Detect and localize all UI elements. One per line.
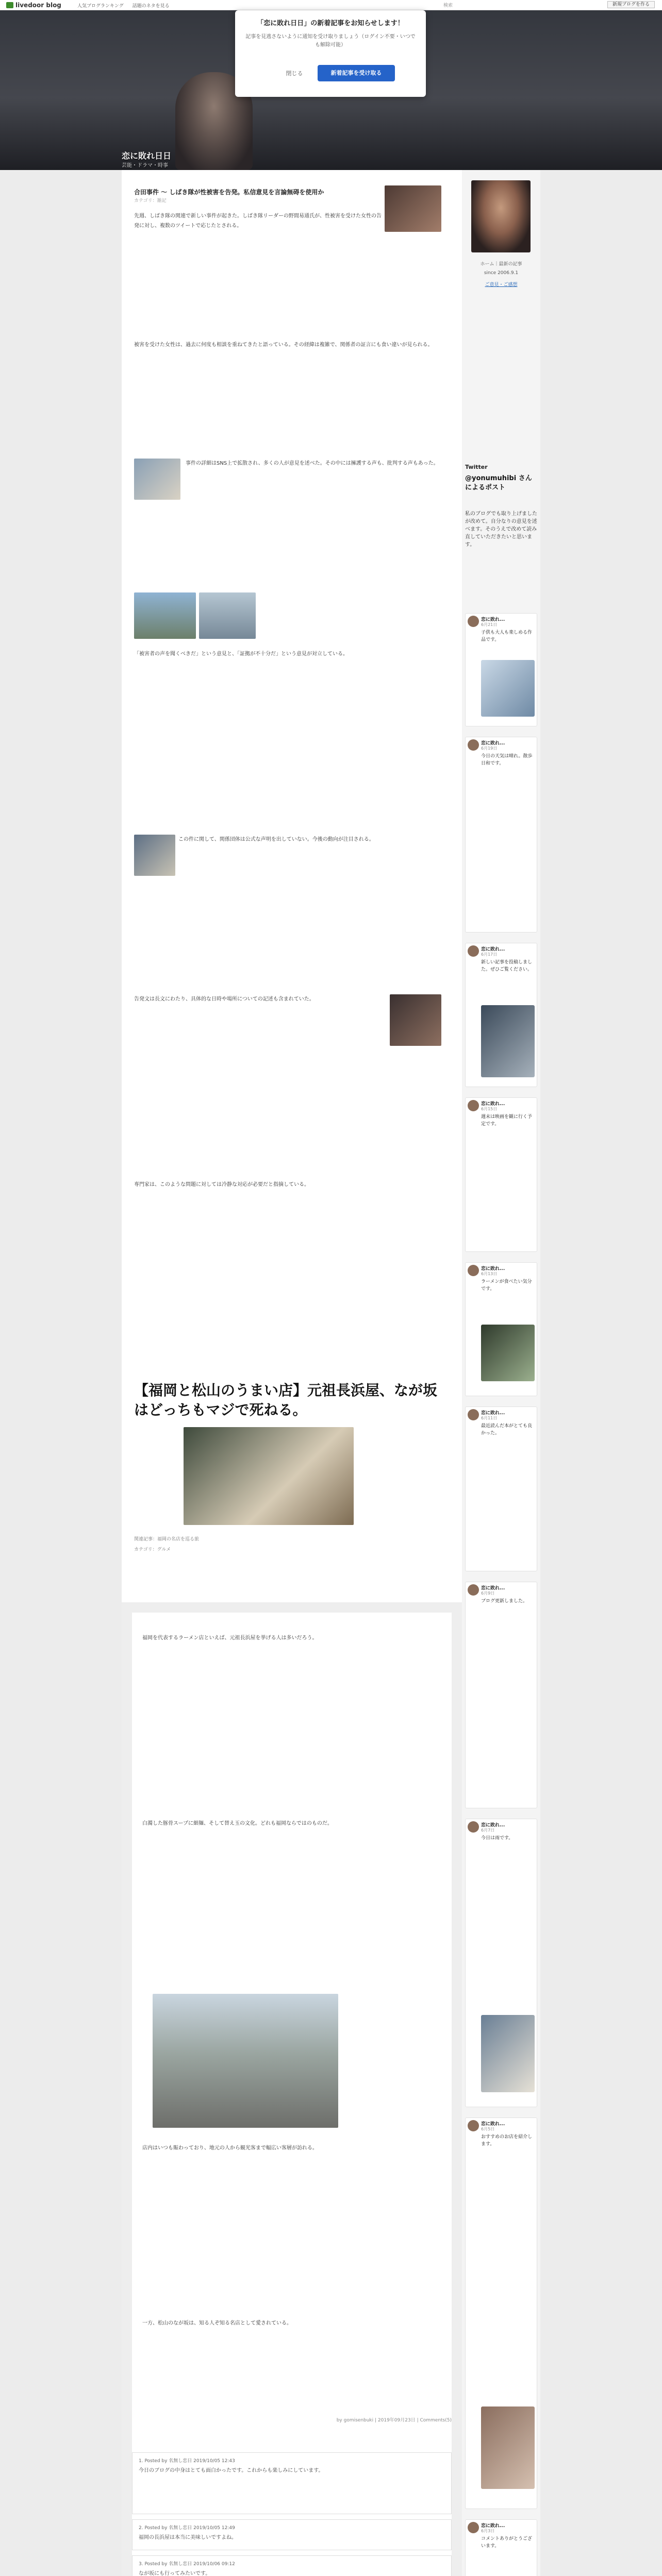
tweet-avatar — [468, 1100, 479, 1111]
comment-text: 今日のブログの中身はとても面白かったです。これからも楽しみにしています。 — [139, 2468, 324, 2473]
comment-text: なが坂にも行ってみたいです。 — [139, 2571, 211, 2576]
article-paragraph: 事件の詳細はSNS上で拡散され、多くの人が意見を述べた。その中には擁護する声も、批判する声もあった。 — [186, 461, 439, 466]
tweet-date: 6月17日 — [481, 952, 498, 957]
blog-subtitle: 芸能・ドラマ・時事 — [122, 163, 168, 168]
tweet-avatar — [468, 2120, 479, 2131]
twitter-embed-text: 私のブログでも取り上げましたが改めて。自分なりの意見を述べます。そのうえで改めて読み直していただきたいと思います。 — [465, 511, 537, 548]
tweet-author: 恋に敗れ... — [481, 2523, 505, 2529]
ramen-photo — [184, 1427, 354, 1525]
tweet-text: ラーメンが食べたい気分です。 — [481, 1279, 532, 1292]
footer-category[interactable]: カテゴリ：グルメ — [134, 1547, 171, 1552]
tweet-author: 恋に敗れ... — [481, 1411, 505, 1416]
popup-body: 記事を見逃さないように通知を受け取りましょう（ログイン不要・いつでも解除可能） — [245, 34, 416, 48]
tweet-date: 6月9日 — [481, 1591, 495, 1596]
top-search-link[interactable]: 検索 — [443, 3, 453, 8]
article-paragraph: 専門家は、このような問題に対しては冷静な対応が必要だと指摘している。 — [134, 1182, 309, 1188]
tweet-avatar — [468, 739, 479, 751]
tweet-card[interactable] — [465, 737, 537, 933]
twitter-heading: Twitter — [465, 464, 488, 470]
comment-text: 福岡の長浜屋は本当に美味しいですよね。 — [139, 2535, 237, 2540]
tweet-author: 恋に敗れ... — [481, 1586, 505, 1591]
nav-link-ranking[interactable]: 人気ブログランキング — [77, 4, 124, 9]
article-paragraph: 告発文は長文にわたり、具体的な日時や場所についての記述も含まれていた。 — [134, 996, 315, 1002]
comment-header: 3. Posted by 名無し恋日 2019/10/06 09:12 — [139, 2562, 235, 2567]
tweet-date: 6月11日 — [481, 1416, 498, 1420]
tweet-image — [481, 660, 535, 717]
article-paragraph: 被害を受けた女性は、過去に何度も相談を重ねてきたと語っている。その経緯は複雑で、関係者の証言にも食い違いが見られる。 — [134, 342, 433, 348]
main-column — [122, 170, 462, 2576]
second-article-paragraph: 白濁した豚骨スープに細麺、そして替え玉の文化。どれも福岡ならではのものだ。 — [142, 1821, 333, 1826]
nav-link-topics[interactable]: 話題のネタを見る — [132, 4, 170, 9]
popup-close-button[interactable]: 閉じる — [286, 70, 303, 77]
tweet-card[interactable] — [465, 1582, 537, 1808]
tweet-text: 最近読んだ本がとても良かった。 — [481, 1423, 533, 1436]
tweet-avatar — [468, 1409, 479, 1420]
tweet-card[interactable] — [465, 943, 537, 1087]
livedoor-logo-icon — [6, 2, 13, 8]
article-paragraph: 先週、しばき隊の関連で新しい事件が起きた。しばき隊リーダーの野間易通氏が、性被害を受けた女性の告発に対し、複数のツイートで応じたとされる。 — [134, 213, 382, 229]
article-photo-screenshot — [134, 459, 180, 500]
tweet-avatar — [468, 1265, 479, 1276]
tweet-author: 恋に敗れ... — [481, 947, 505, 952]
article-paragraph: 「被害者の声を聞くべきだ」という意見と、「証拠が不十分だ」という意見が対立している。 — [134, 651, 348, 657]
tweet-author: 恋に敗れ... — [481, 2122, 505, 2127]
article-big-heading[interactable]: 【福岡と松山のうまい店】元祖長浜屋、なが坂はどっちもマジで死ねる。 — [134, 1382, 438, 1418]
article-title[interactable]: 合田事件 ～ しばき隊が性被害を告発。私信意見を言論無碍を使用か — [134, 189, 324, 196]
tweet-avatar — [468, 945, 479, 957]
article-photo-thumb — [134, 835, 175, 876]
tweet-author: 恋に敗れ... — [481, 1266, 505, 1272]
tweet-text: 今日は雨です。 — [481, 1836, 514, 1841]
article-paragraph: この件に関して、関係団体は公式な声明を出していない。今後の動向が注目される。 — [178, 837, 374, 842]
article — [122, 170, 462, 1602]
tweet-text: 今日の天気は晴れ。散歩日和です。 — [481, 754, 533, 766]
comment-header: 1. Posted by 名無し恋日 2019/10/05 12:43 — [139, 2459, 235, 2464]
tweet-card[interactable] — [465, 613, 537, 726]
profile-label: ホーム｜最新の記事 — [480, 262, 522, 267]
logo-text: livedoor blog — [15, 2, 61, 9]
tweet-date: 6月3日 — [481, 2529, 495, 2533]
tweet-card[interactable] — [465, 1406, 537, 1571]
twitter-embed-title[interactable]: @yonumuhibi さんによるポスト — [465, 474, 532, 492]
tweet-card[interactable] — [465, 2117, 537, 2509]
tweet-image — [481, 1005, 535, 1077]
tweet-text: 子供も大人も楽しめる作品です。 — [481, 630, 533, 642]
tweet-date: 6月15日 — [481, 1107, 498, 1111]
comment-item — [132, 2452, 452, 2514]
second-article-paragraph: 福岡を代表するラーメン店といえば、元祖長浜屋を挙げる人は多いだろう。 — [142, 1635, 318, 1641]
article-photo-portrait — [385, 185, 441, 232]
since-date: since 2006.9.1 — [484, 270, 519, 276]
comment-header: 2. Posted by 名無し恋日 2019/10/05 12:49 — [139, 2526, 235, 2531]
tweet-avatar — [468, 1584, 479, 1596]
top-navigation-bar — [0, 0, 662, 10]
tweet-card[interactable] — [465, 1097, 537, 1252]
second-article-paragraph: 店内はいつも賑わっており、地元の人から観光客まで幅広い客層が訪れる。 — [142, 2145, 318, 2151]
tweet-text: おすすめのお店を紹介します。 — [481, 2134, 533, 2147]
related-link[interactable]: 関連記事：福岡の名店を巡る旅 — [134, 1537, 200, 1542]
tweet-card[interactable] — [465, 2519, 537, 2576]
popup-subscribe-button[interactable]: 新着記事を受け取る — [318, 65, 395, 81]
tweet-author: 恋に敗れ... — [481, 1101, 505, 1107]
tweet-image — [481, 2015, 535, 2092]
article-photo-street — [134, 592, 196, 639]
second-article-paragraph: 一方、松山のなが坂は、知る人ぞ知る名店として愛されている。 — [142, 2320, 292, 2326]
tweet-date: 6月5日 — [481, 2127, 495, 2131]
tweet-author: 恋に敗れ... — [481, 741, 505, 746]
article-photo-person — [390, 994, 441, 1046]
tweet-date: 6月21日 — [481, 622, 498, 627]
storefront-photo — [153, 1994, 338, 2128]
tweet-text: コメントありがとうございます。 — [481, 2536, 533, 2549]
contact-link[interactable]: ご意見・ご感想 — [485, 282, 518, 287]
article-photo-building — [199, 592, 256, 639]
livedoor-logo[interactable] — [6, 2, 61, 9]
blog-title[interactable]: 恋に敗れ日日 — [122, 151, 172, 161]
tweet-text: 週末は映画を観に行く予定です。 — [481, 1114, 533, 1127]
sidebar — [462, 170, 540, 2576]
tweet-avatar — [468, 2522, 479, 2533]
tweet-card[interactable] — [465, 1819, 537, 2107]
tweet-avatar — [468, 1821, 479, 1833]
tweet-text: 新しい記事を投稿しました。ぜひご覧ください。 — [481, 960, 533, 972]
tweet-card[interactable] — [465, 1262, 537, 1396]
comment-item — [132, 2555, 452, 2576]
article-category[interactable]: カテゴリ：雑記 — [134, 198, 167, 204]
tweet-author: 恋に敗れ... — [481, 617, 505, 622]
popup-title: 「恋に敗れ日日」の新着記事をお知らせします！ — [257, 20, 404, 27]
top-nav-links — [77, 2, 177, 9]
tweet-date: 6月7日 — [481, 1828, 495, 1833]
tweet-image — [481, 2406, 535, 2489]
article-byline[interactable]: by gomisenbuki | 2019年09月23日 | Comments(5) — [336, 2418, 452, 2423]
tweet-date: 6月19日 — [481, 746, 498, 751]
tweet-author: 恋に敗れ... — [481, 1823, 505, 1828]
tweet-date: 6月13日 — [481, 1272, 498, 1276]
tweet-avatar — [468, 616, 479, 627]
comment-item — [132, 2519, 452, 2550]
profile-avatar — [471, 180, 531, 252]
second-article — [132, 1613, 452, 2576]
notification-popup — [235, 10, 426, 97]
tweet-image — [481, 1325, 535, 1381]
create-blog-button[interactable]: 新規ブログを作る — [607, 1, 655, 8]
tweet-text: ブログ更新しました。 — [481, 1599, 528, 1604]
